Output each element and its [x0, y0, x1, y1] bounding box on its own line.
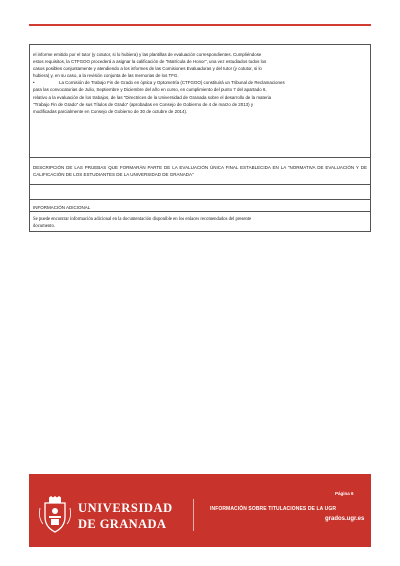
website-link[interactable]: grados.ugr.es — [325, 516, 365, 522]
university-seal-icon — [38, 496, 72, 534]
header-rule — [29, 24, 371, 26]
additional-info-heading: INFORMACIÓN ADICIONAL — [30, 200, 370, 212]
university-name-line1: UNIVERSIDAD — [78, 501, 173, 515]
text-line: La Comisión de Trabajo Fin de Grado en óptica y Optometría (CTFGOO) constituirá un Tribunal de Reclamaciones — [59, 80, 285, 86]
bullet-symbol: • — [33, 80, 35, 86]
footer-divider — [193, 499, 194, 531]
bullet-line — [33, 79, 367, 86]
guide-table — [29, 44, 371, 232]
text-line: documento. — [33, 223, 56, 229]
final-evaluation-heading: DESCRIPCIÓN DE LAS PRUEBAS QUE FORMARÁN PARTE DE LA EVALUACIÓN ÚNICA FINAL ESTABLECIDA EN LA "NORMATIVA DE EVALUACIÓN Y DE CALIFICACIÓN DE LOS ESTUDIANTES DE LA UNIVERSIDAD DE GRANADA" — [30, 158, 370, 185]
text-line: para las convocatorias de Julio, Septiembre y Diciembre del año en curso, en cumplimiento del punto 7 del apartado 6, — [33, 87, 267, 93]
text-line: relativo a la evaluación de los trabajos, de las "Directrices de la Universidad de Granada sobre el desarrollo de la materia — [33, 94, 272, 100]
footer-info-title: INFORMACIÓN SOBRE TITULACIONES DE LA UGR — [210, 506, 337, 512]
text-line: estos requisitos, la CTFGOO procederá a asignar la calificación de "Matrícula de Honor", una vez estudiados todos los — [33, 59, 267, 65]
page-number: Página 6 — [335, 491, 354, 496]
text-line: casos posibles conjuntamente y atendiendo a los informes de las Comisiones Evaluadoras y del tutor (y cotutor, si lo — [33, 66, 262, 72]
evaluation-continuation-cell — [30, 45, 370, 158]
text-line: hubiera) y, en su caso, a la revisión conjunta de las memorias de los TFG. — [33, 73, 179, 79]
text-line: "Trabajo Fin de Grado" de sus Títulos de Grado" (aprobadas en Consejo de Gobierno de 4 de marzo de 2013) y — [33, 101, 254, 107]
text-line: modificadas parcialmente en Consejo de Gobierno de 30 de octubre de 2014). — [33, 108, 188, 114]
university-name-line2: DE GRANADA — [78, 517, 167, 531]
page-footer — [29, 474, 371, 547]
text-line: Se puede encontrar información adicional en la documentación disponible en los enlaces recomendados del presente — [33, 217, 252, 222]
additional-info-body — [30, 212, 370, 231]
empty-row — [30, 185, 370, 200]
text-line: el informe emitido por el tutor (y cotutor, si lo hubiera) y las plantillas de evaluación correspondientes. Cumpliéndose — [33, 52, 262, 57]
